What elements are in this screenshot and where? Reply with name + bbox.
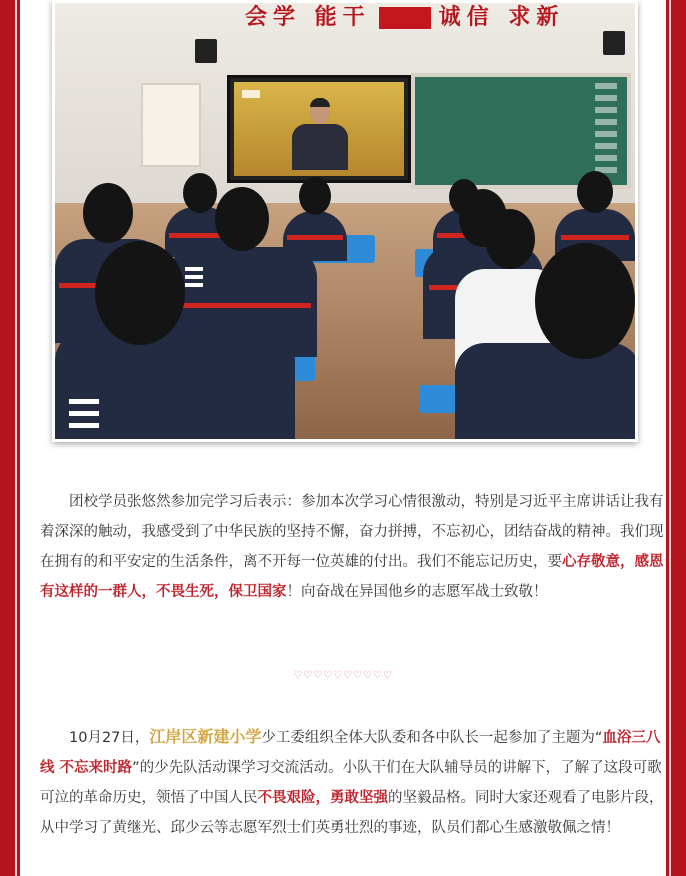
paragraph-activity bbox=[40, 722, 666, 843]
heart-divider-icon: ♡♡♡♡♡♡♡♡♡♡ bbox=[293, 670, 393, 681]
classroom-banner bbox=[245, 3, 565, 33]
speaker-icon bbox=[195, 39, 217, 63]
tv-logo-icon bbox=[242, 90, 260, 98]
paragraph-reflection bbox=[40, 487, 666, 607]
banner-red-block bbox=[379, 7, 431, 29]
tv-screen bbox=[227, 75, 411, 183]
paragraph2-date: 10月27日， bbox=[69, 730, 150, 746]
paragraph1-text: 团校学员张悠然参加完学习后表示：参加本次学习心情很激动，特别是习近平主席讲话让我有着深深的触动，我感受到了中华民族的坚持不懈，奋力拼搏，不忘初心，团结奋战的精神。我们现在拥有的和平安定的生活条件，离不开每一位英雄的付出。我们不能忘记历史，要 bbox=[40, 494, 664, 570]
banner-text-right: 诚信 求新 bbox=[438, 5, 565, 30]
paragraph2-highlight: 不畏艰险，勇敢坚强 bbox=[257, 790, 388, 806]
classroom-photo bbox=[52, 0, 638, 442]
paragraph1-text-end: ！向奋战在异国他乡的志愿军战士致敬！ bbox=[286, 584, 548, 600]
article-body[interactable] bbox=[20, 0, 666, 876]
activity-topic: 血浴三八线 不忘来时路 bbox=[40, 730, 661, 776]
tv-broadcast bbox=[234, 82, 404, 176]
right-red-border bbox=[666, 0, 686, 876]
paragraph2-text-mid: ”的少先队活动课学习交流活动。小队干们在大队辅导员的讲解下，了解了这段可歌可泣的革命历史，领悟了中国人民 bbox=[40, 760, 662, 806]
left-red-border bbox=[0, 0, 20, 876]
paragraph2-text-end: 的坚毅品格。同时大家还观看了电影片段，从中学习了黄继光、邱少云等志愿军烈士们英勇壮烈的事迹，队员们都心生感激敬佩之情！ bbox=[40, 790, 664, 836]
speaker-figure bbox=[292, 100, 348, 170]
speaker-icon bbox=[603, 31, 625, 55]
paragraph1-highlight: 心存敬意，感恩有这样的一群人，不畏生死，保卫国家 bbox=[40, 554, 664, 600]
student bbox=[455, 243, 638, 442]
school-name: 江岸区新建小学 bbox=[149, 727, 262, 746]
bookshelf bbox=[141, 83, 201, 167]
student bbox=[55, 241, 295, 442]
banner-text-left: 会学 能干 bbox=[245, 5, 371, 30]
paragraph2-text: 少工委组织全体大队委和各中队长一起参加了主题为“ bbox=[261, 730, 603, 746]
